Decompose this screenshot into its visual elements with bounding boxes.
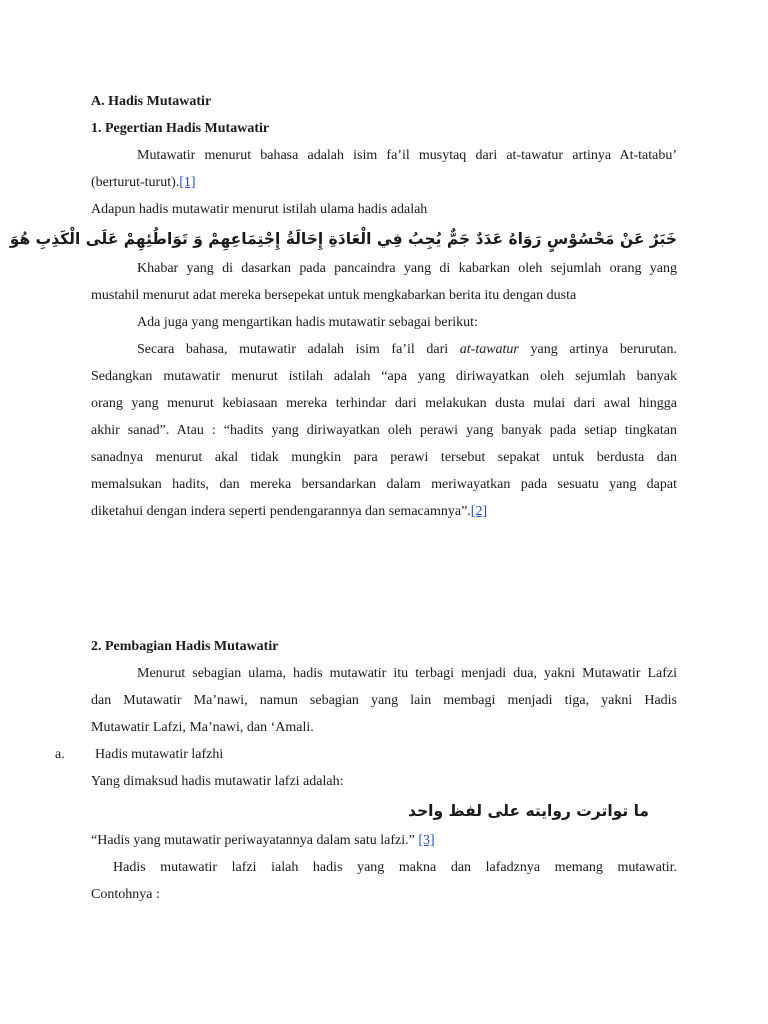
footnote-link-1[interactable]: [1] [179, 175, 196, 190]
subsection-1-heading: 1. Pegertian Hadis Mutawatir [91, 121, 270, 136]
pembagian-paragraph-line-3: Mutawatir Lafzi, Ma’nawi, dan ‘Amali. [91, 720, 314, 735]
alternative-definition-intro: Ada juga yang mengartikan hadis mutawatir sebagai berikut: [137, 315, 478, 330]
section-a-heading: A. Hadis Mutawatir [91, 94, 212, 109]
blank-space [91, 525, 677, 633]
definition-paragraph-line-2-text: (berturut-turut). [91, 175, 180, 190]
secara-bahasa-line-5: sanadnya menurut akal tidak mungkin para perawi tersebut sepakat untuk berdusta dan [91, 450, 677, 465]
secara-bahasa-line-6: memalsukan hadits, dan mereka bersandarkan dalam meriwayatkan pada sesuatu yang dapat [91, 477, 677, 492]
list-marker-a: a. [55, 747, 65, 762]
list-item-a-label: Hadis mutawatir lafzhi [95, 747, 224, 762]
secara-bahasa-line-1-pre: Secara bahasa, mutawatir adalah isim fa’il dari [137, 342, 460, 357]
footnote-link-2[interactable]: [2] [470, 504, 488, 519]
arabic-definition-text: خَبَرٌ عَنْ مَحْسُوْسٍ رَوَاهُ عَدَدٌ جَمٌّ يُجِبُ فِي الْعَادَةِ إِحَالَةُ إِجْتِمَاعِهِمْ وَ تَوَاطُئِهِمْ عَلَى الْكَذِبِ هُوَ [9, 230, 677, 248]
definition-paragraph-line-2 [91, 169, 677, 196]
istilah-intro-line: Adapun hadis mutawatir menurut istilah ulama hadis adalah [91, 202, 428, 217]
lafzi-definition-intro: Yang dimaksud hadis mutawatir lafzi adalah: [91, 774, 344, 789]
secara-bahasa-line-7-text: diketahui dengan indera seperti pendengarannya dan semacamnya”. [91, 504, 471, 519]
document-page [9, 88, 677, 908]
secara-bahasa-line-1-post: yang artinya berurutan. [518, 342, 677, 357]
secara-bahasa-line-4: akhir sanad”. Atau : “hadits yang diriwayatkan oleh perawi yang banyak pada setiap tingkatan [91, 423, 677, 438]
at-tawatur-term: at-tawatur [459, 342, 519, 357]
khabar-paragraph-line-1: Khabar yang di dasarkan pada pancaindra yang di kabarkan oleh sejumlah orang yang [137, 261, 677, 276]
subsection-2-heading: 2. Pembagian Hadis Mutawatir [91, 639, 279, 654]
definition-paragraph-line-1: Mutawatir menurut bahasa adalah isim fa’il musytaq dari at-tawatur artinya At-tatabu’ [137, 148, 677, 163]
secara-bahasa-line-2: Sedangkan mutawatir menurut istilah adalah “apa yang diriwayatkan oleh sejumlah banyak [91, 369, 677, 384]
list-item-a [55, 741, 677, 768]
khabar-paragraph-line-2: mustahil menurut adat mereka bersepekat untuk mengkabarkan berita itu dengan dusta [91, 288, 577, 303]
lafzi-translation-text: “Hadis yang mutawatir periwayatannya dalam satu lafzi.” [91, 833, 419, 848]
secara-bahasa-line-7 [91, 498, 677, 525]
footnote-link-3[interactable]: [3] [418, 833, 435, 848]
lafzi-explanation-line-2: Contohnya : [91, 887, 160, 902]
pembagian-paragraph-line-1: Menurut sebagian ulama, hadis mutawatir itu terbagi menjadi dua, yakni Mutawatir Lafzi [137, 666, 677, 681]
arabic-lafzi-text: ما تواترت روايته على لفظ واحد [408, 802, 649, 820]
lafzi-explanation-line-1: Hadis mutawatir lafzi ialah hadis yang makna dan lafadznya memang mutawatir. [113, 860, 677, 875]
secara-bahasa-line-3: orang yang menurut kebiasaan mereka terhindar dari melakukan dusta mulai dari awal hingga [91, 396, 677, 411]
pembagian-paragraph-line-2: dan Mutawatir Ma’nawi, namun sebagian yang lain membagi menjadi tiga, yakni Hadis [91, 693, 677, 708]
secara-bahasa-line-1 [91, 336, 677, 363]
lafzi-translation [91, 827, 677, 854]
